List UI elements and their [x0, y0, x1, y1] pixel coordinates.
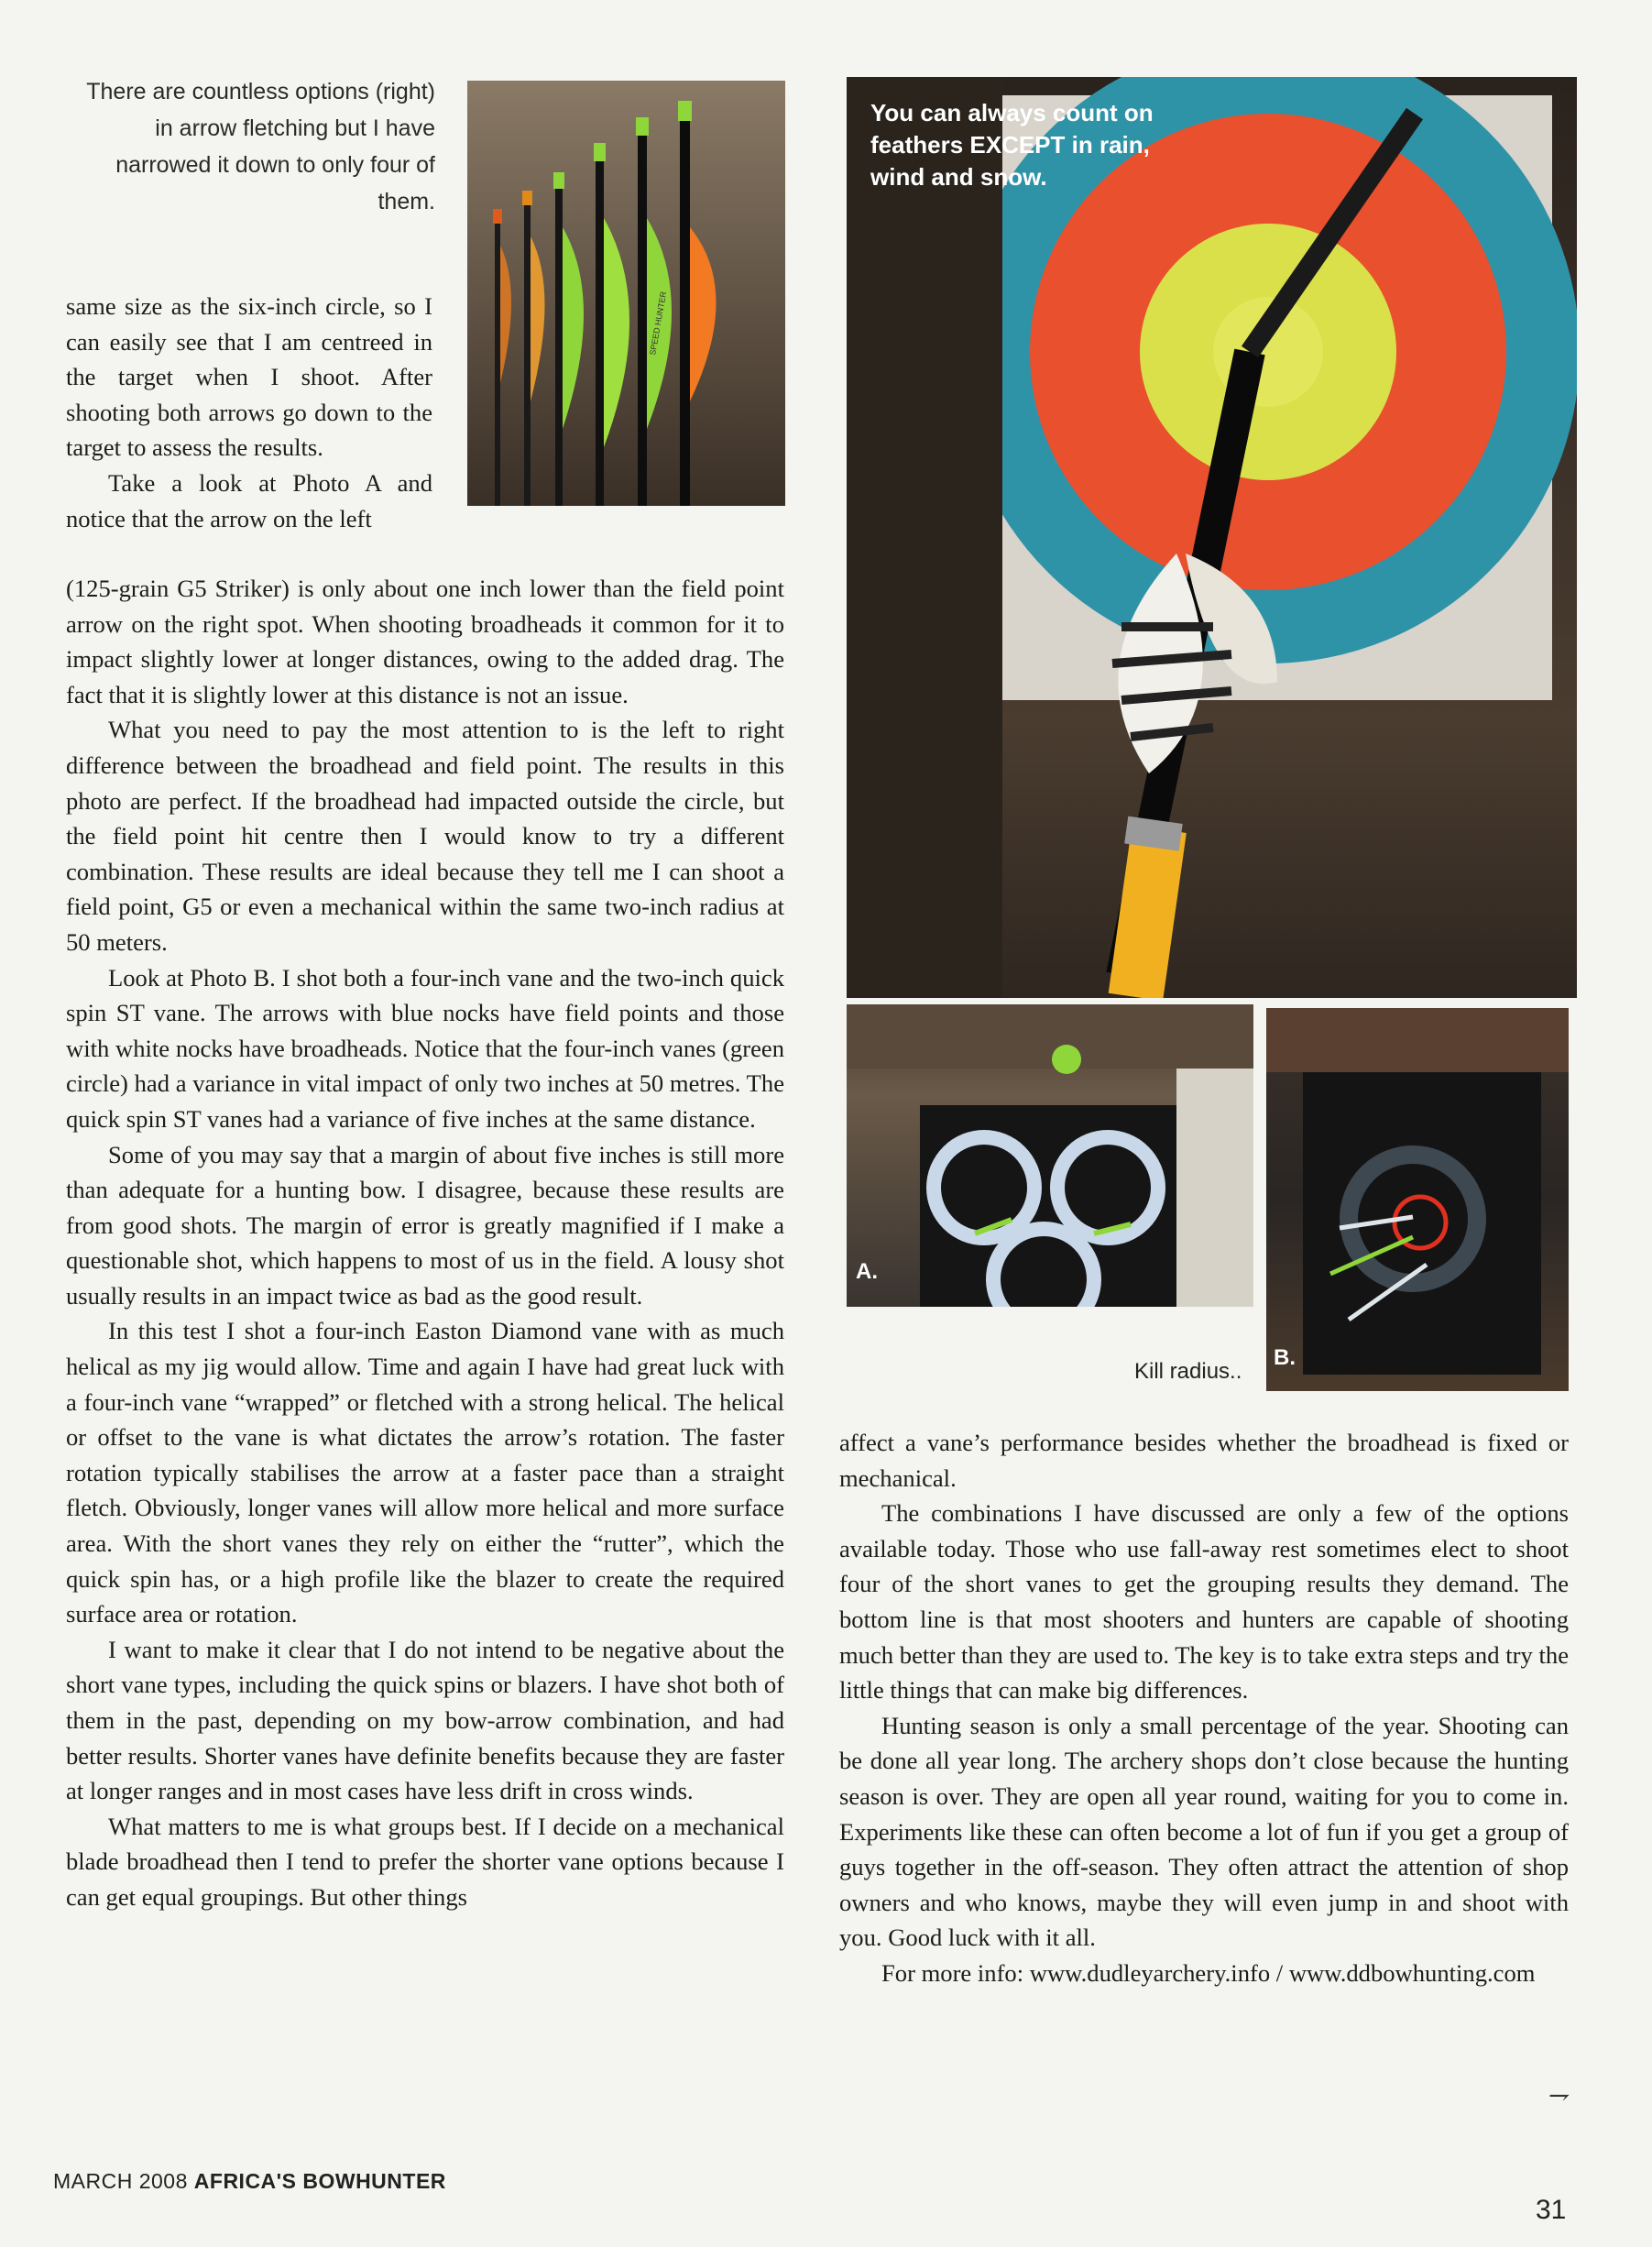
paragraph-continued: affect a vane’s performance besides whether the broadhead is fixed or mechanical. [839, 1429, 1569, 1492]
paragraph-start: Take a look at Photo A and notice that the arrow on the left [66, 468, 432, 532]
fletching-photo-caption: There are countless options (right) in arrow fletching but I have narrowed it down to only four of them. [86, 79, 435, 214]
paragraph: What you need to pay the most attention to is the left to right difference between the broadhead and field point. The results in this photo are perfect. If the broadhead had impacted outside the circle, but the field point hit centre then I would know to try a different combination. These results are ideal because they tell me I can shoot a field point, G5 or even a mechanical within the same two-inch radius at 50 meters. [66, 716, 784, 956]
article-column-left [66, 571, 784, 1915]
article-column-right [839, 1425, 1569, 1991]
vane-brand-text: SPEED HUNTER [648, 290, 669, 356]
end-of-article-icon: ⇁ [1548, 2082, 1570, 2110]
more-info: For more info: www.dudleyarchery.info / www.ddbowhunting.com [881, 1958, 1536, 1987]
kill-radius-caption: Kill radius.. [1134, 1359, 1242, 1384]
target-illustration [847, 77, 1577, 998]
paragraph: same size as the six-inch circle, so I can easily see that I am centreed in the target when I shoot. After shooting both arrows go down to the target to assess the results. [66, 292, 432, 462]
article-column-left-top [66, 289, 432, 536]
paragraph: Hunting season is only a small percentage of the year. Shooting can be done all year long. The archery shops don’t close because the hunting season is over. They are open all year round, waiting for you to come in. Experiments like these can often become a lot of fun if you get a group of guys together in the off-season. They often attract the attention of shop owners and who knows, maybe they will even jump in and shoot with you. Good luck with it all. [839, 1711, 1569, 1952]
issue-date: MARCH 2008 [53, 2169, 188, 2193]
paragraph: Look at Photo B. I shot both a four-inch vane and the two-inch quick spin ST vane. The arrows with blue nocks have field points and those with white nocks have broadheads. Notice that the four-inch vanes (green circle) had a variance in vital impact of only two inches at 50 metres. The quick spin ST vanes had a variance of five inches at the same distance. [66, 963, 784, 1133]
target-arrow-photo [847, 77, 1577, 998]
photo-b-illustration [1266, 1008, 1569, 1391]
paragraph: The combinations I have discussed are only a few of the options available today. Those who use fall-away rest sometimes elect to shoot four of the short vanes to get the grouping results they demand. The bottom line is that most shooters and hunters are capable of shooting much better than they are used to. The key is to take extra steps and try the little things that can make big differences. [839, 1499, 1569, 1704]
target-photo-caption: You can always count on feathers EXCEPT in rain, wind and snow. [870, 99, 1154, 191]
paragraph: I want to make it clear that I do not intend to be negative about the short vane types, including the quick spins or blazers. I have shot both of them in the past, depending on my bow-arrow combination, and had better results. Shorter vanes have definite benefits because they are faster at longer ranges and in most cases have less drift in cross winds. [66, 1635, 784, 1805]
arrow-fletching-illustration [467, 81, 785, 506]
photo-b-label: B. [1274, 1345, 1296, 1370]
magazine-name: AFRICA'S BOWHUNTER [193, 2169, 446, 2193]
paragraph: In this test I shot a four-inch Easton Diamond vane with as much helical as my jig would allow. Time and again I have had great luck with a four-inch vane “wrapped” or fletched with a strong helical. The helical or offset to the vane is what dictates the arrow’s rotation. The faster rotation typically stabilises the arrow at a faster pace than a straight fletch. Obviously, longer vanes will allow more helical and more surface area. With the short vanes they rely on either the “rutter”, which the quick spin has, or a high profile like the blazer to create the required surface area or rotation. [66, 1317, 784, 1628]
photo-a-label: A. [856, 1259, 878, 1284]
page-number: 31 [1536, 2195, 1567, 2225]
photo-a-illustration [847, 1004, 1253, 1307]
paragraph: What matters to me is what groups best. If I decide on a mechanical blade broadhead then I tend to prefer the shorter vane options because I can get equal groupings. But other things [66, 1812, 784, 1911]
arrow-fletching-photo [467, 81, 785, 506]
paragraph-continued: (125-grain G5 Striker) is only about one inch lower than the field point arrow on the right spot. When shooting broadheads it common for it to impact slightly lower at longer distances, owing to the added drag. The fact that it is slightly lower at this distance is not an issue. [66, 575, 784, 708]
page-footer [53, 2169, 446, 2194]
paragraph: Some of you may say that a margin of about five inches is still more than adequate for a hunting bow. I disagree, because these results are from good shots. The margin of error is greatly magnified if I make a questionable shot, which happens to most of us in the field. A lousy shot usually results in an impact twice as bad as the good result. [66, 1140, 784, 1310]
photo-b [1266, 1008, 1569, 1391]
photo-a [847, 1004, 1253, 1307]
